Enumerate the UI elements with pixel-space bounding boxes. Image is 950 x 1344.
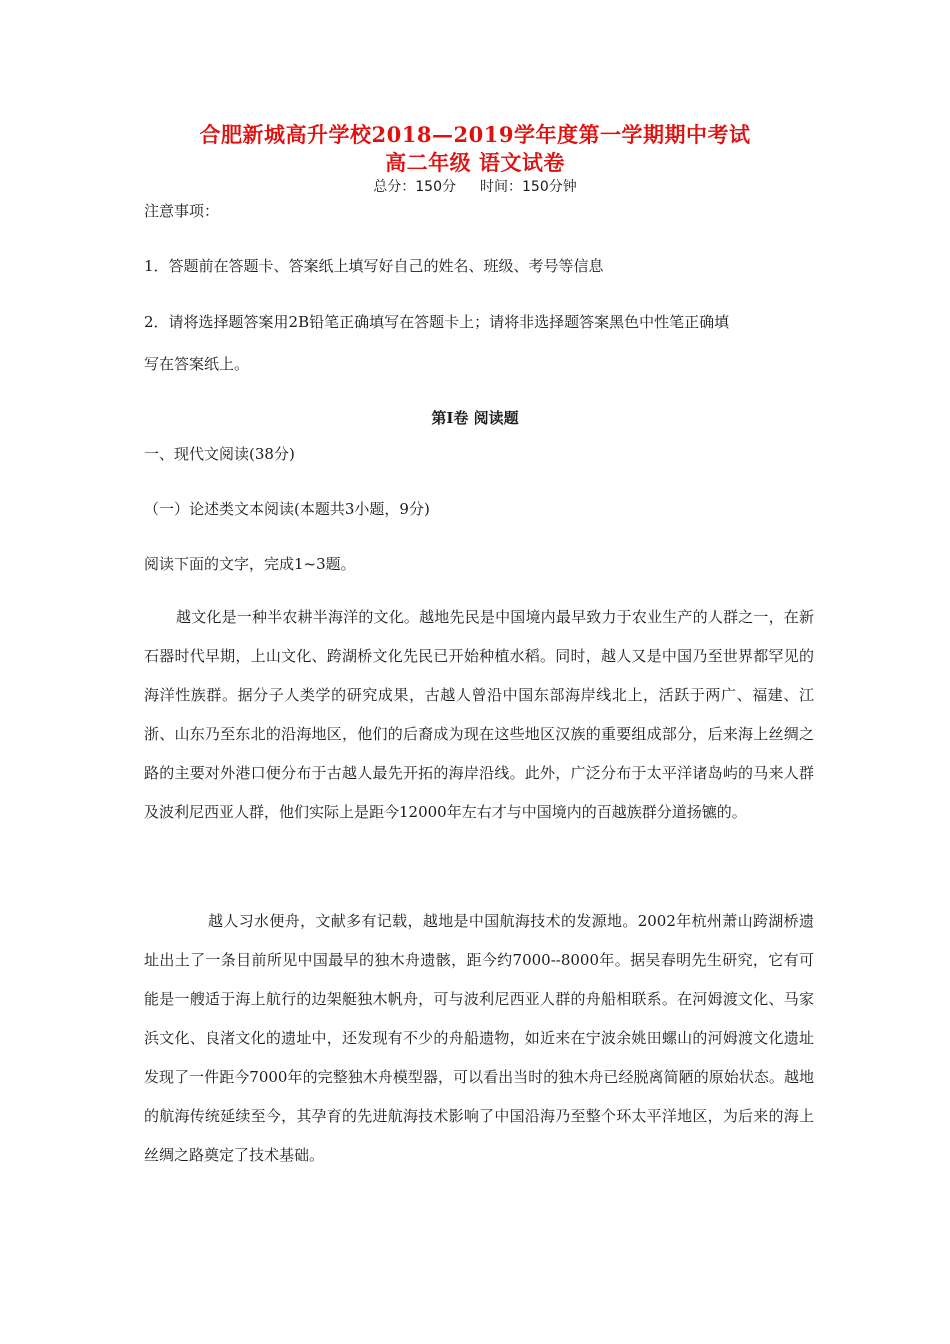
exam-subtitle: 高二年级 语文试卷 [385, 150, 565, 175]
volume-title: 第Ⅰ卷 阅读题 [431, 409, 519, 427]
subsection-title: （一）论述类文本阅读(本题共3小题，9分) [144, 500, 430, 518]
passage-paragraph-2: 越人习水便舟，文献多有记载，越地是中国航海技术的发源地。2002年杭州萧山跨湖桥遗址出土了一条目前所见中国最早的独木舟遗骸，距今约7000--8000年。据吴春明先生研究，它有可能是一艘适于海上航行的边架艇独木帆舟，可与波利尼西亚人群的舟船相联系。在河姆渡文化、马家浜文化、良渚文化的遗址中，还发现有不少的舟船遗物，如近来在宁波余姚田螺山的河姆渡文化遗址发现了一件距今7000年的完整独木舟模型器，可以看出当时的独木舟已经脱离简陋的原始状态。越地的航海传统延续至今，其孕育的先进航海技术影响了中国沿海乃至整个环太平洋地区，为后来的海上丝绸之路奠定了技术基础。 [144, 912, 814, 1164]
notice-item-2-line-1: 2．请将选择题答案用2B铅笔正确填写在答题卡上；请将非选择题答案黑色中性笔正确填 [144, 313, 730, 331]
exam-meta [0, 177, 950, 197]
notice-item-2-line-2: 写在答案纸上。 [144, 355, 250, 373]
exam-title: 合肥新城高升学校2018—2019学年度第一学期期中考试 [199, 122, 751, 147]
notice-item-1: 1．答题前在答题卡、答案纸上填写好自己的姓名、班级、考号等信息 [144, 257, 604, 275]
notice-heading: 注意事项： [144, 202, 220, 220]
passage-paragraph-1: 越文化是一种半农耕半海洋的文化。越地先民是中国境内最早致力于农业生产的人群之一，在新石器时代早期，上山文化、跨湖桥文化先民已开始种植水稻。同时，越人又是中国乃至世界都罕见的海洋性族群。据分子人类学的研究成果，古越人曾沿中国东部海岸线北上，活跃于两广、福建、江浙、山东乃至东北的沿海地区，他们的后裔成为现在这些地区汉族的重要组成部分，后来海上丝绸之路的主要对外港口便分布于古越人最先开拓的海岸沿线。此外，广泛分布于太平洋诸岛屿的马来人群及波利尼西亚人群，他们实际上是距今12000年左右才与中国境内的百越族群分道扬镳的。 [144, 608, 814, 821]
part-title: 一、现代文阅读(38分) [144, 445, 295, 463]
instruction: 阅读下面的文字，完成1~3题。 [144, 555, 356, 573]
time-limit: 时间：150分钟 [480, 179, 577, 195]
total-score: 总分：150分 [373, 179, 456, 195]
